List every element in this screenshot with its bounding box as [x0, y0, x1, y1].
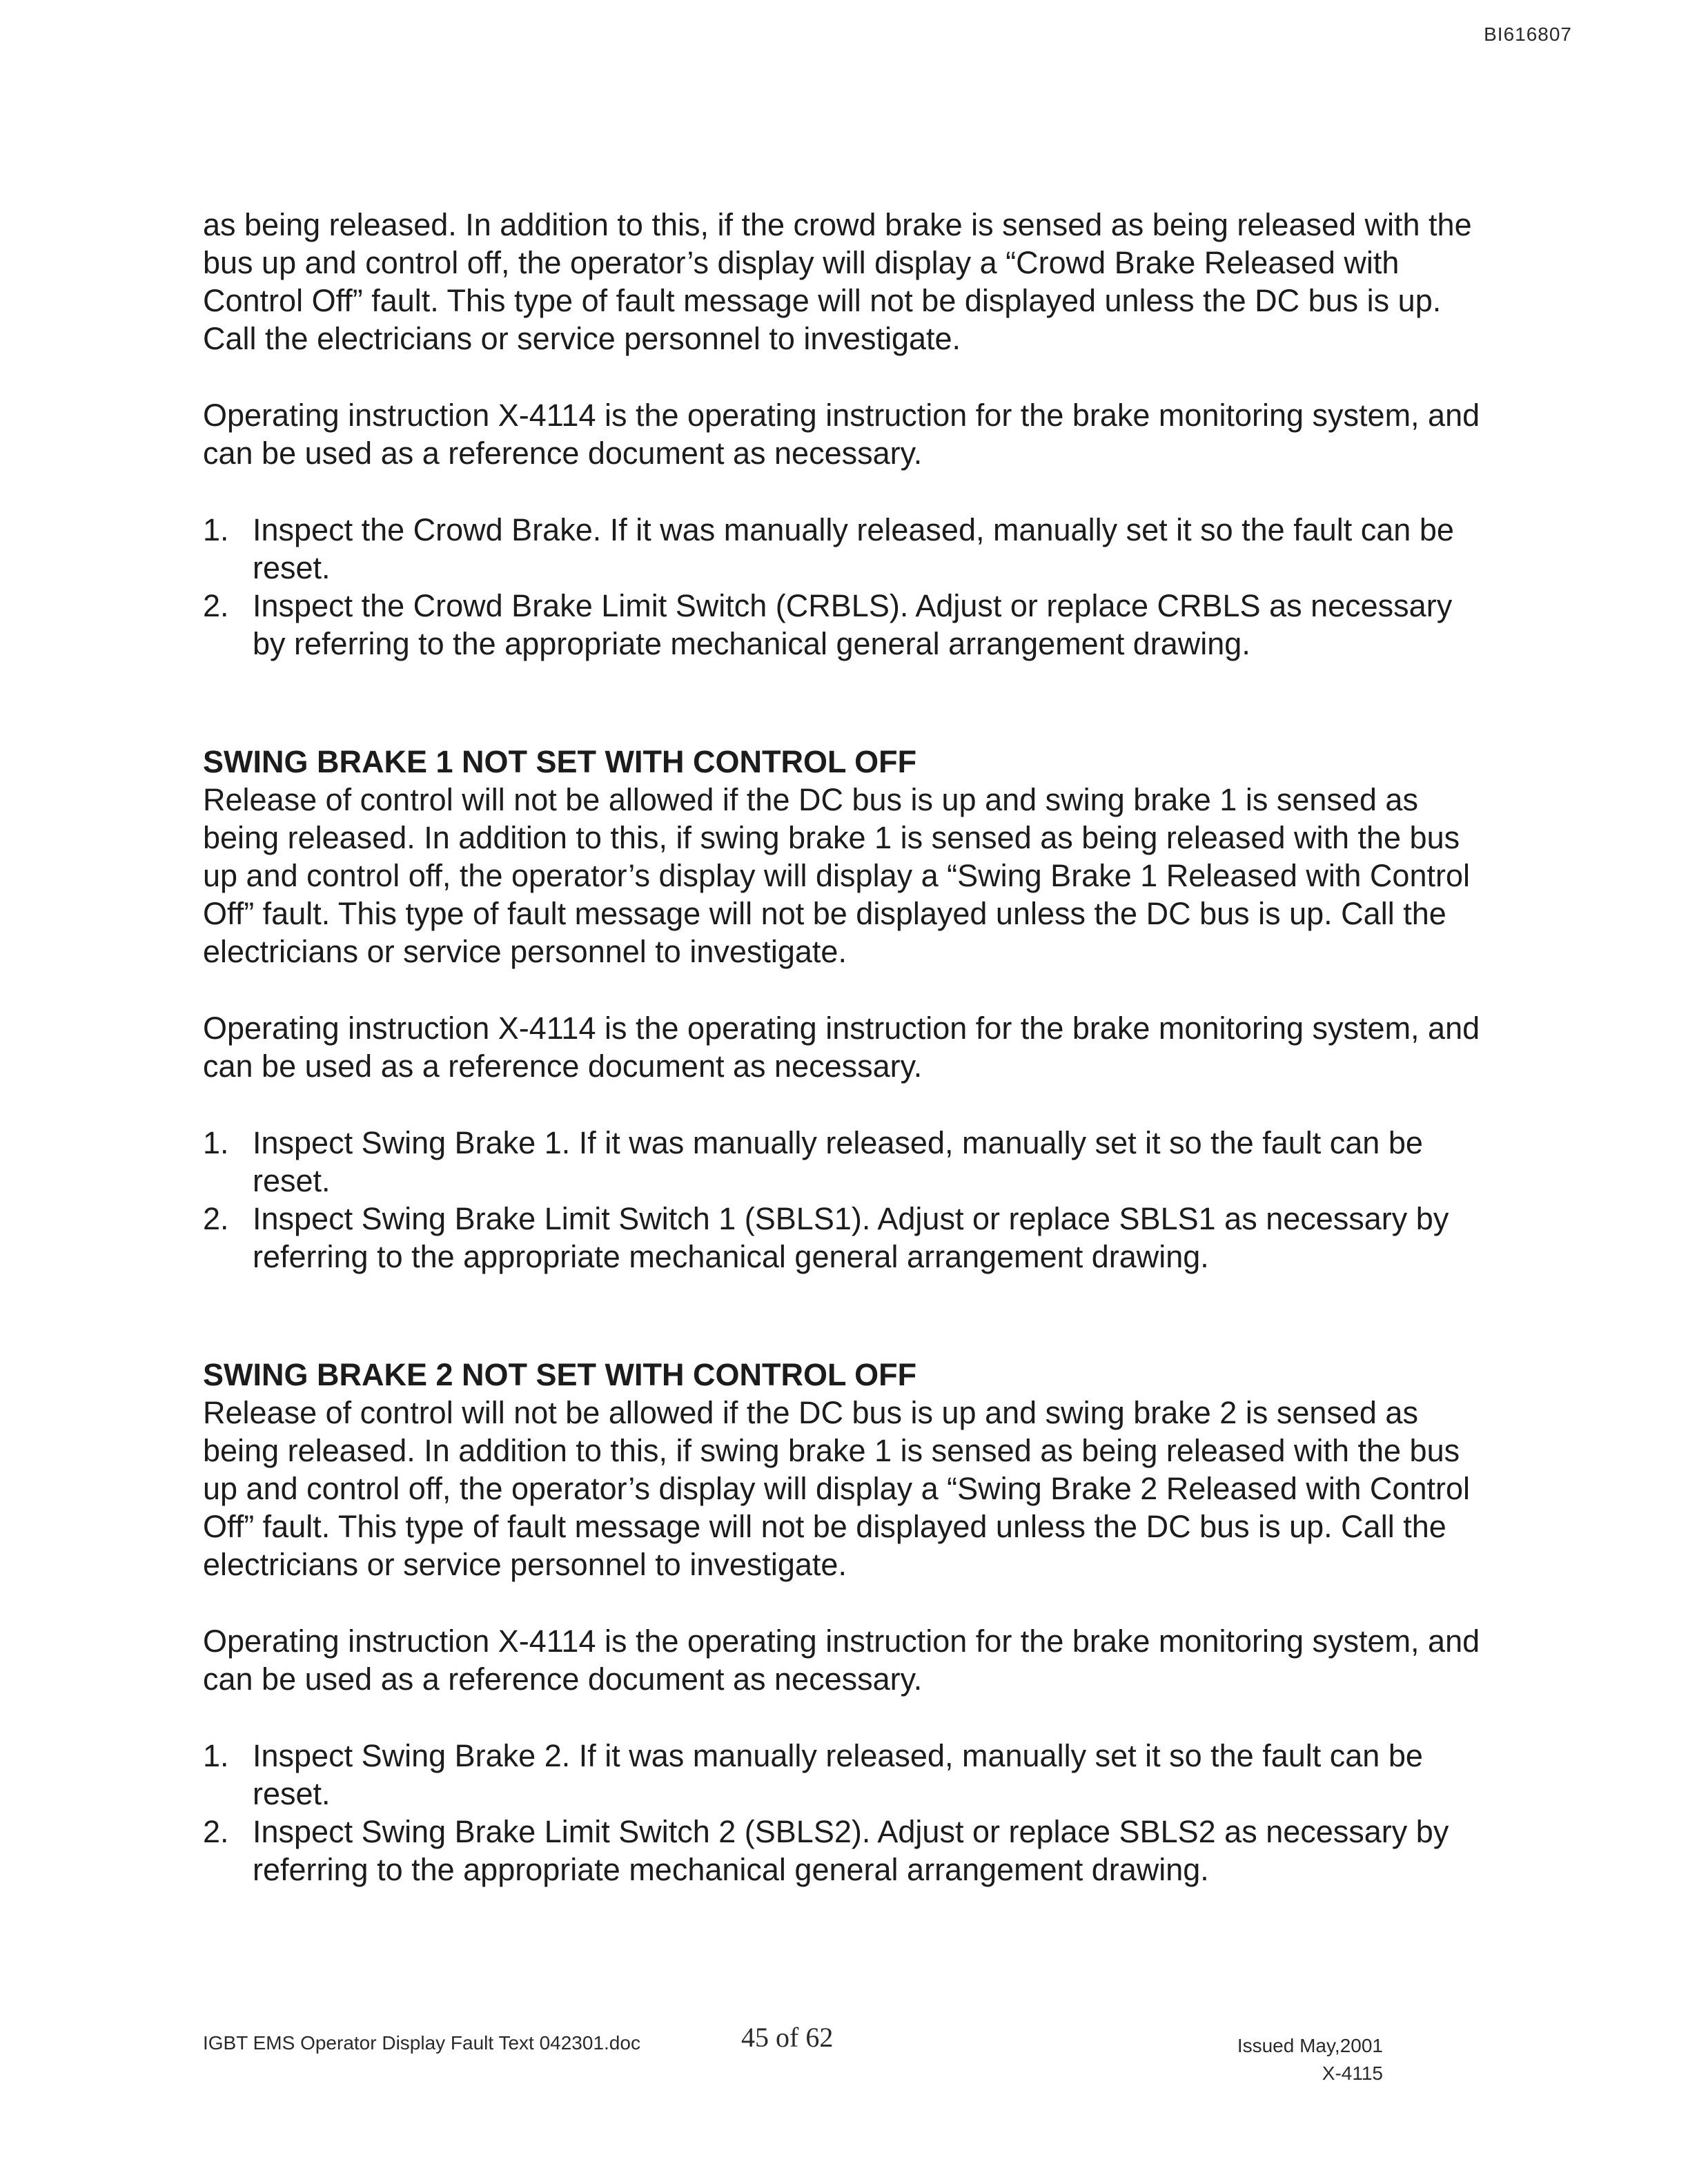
list-number: 1.: [203, 512, 229, 547]
intro-steps-list: [203, 511, 1489, 663]
list-item: [203, 1813, 1489, 1889]
section-steps-list: [203, 1737, 1489, 1889]
intro-reference: Operating instruction X-4114 is the operating instruction for the brake monitoring system, and can be used as a reference document as necessary.: [203, 398, 1480, 471]
list-text: Inspect Swing Brake 2. If it was manually released, manually set it so the fault can be reset.: [253, 1738, 1423, 1811]
list-number: 2.: [203, 588, 229, 623]
list-text: Inspect Swing Brake Limit Switch 1 (SBLS1). Adjust or replace SBLS1 as necessary by referring to the appropriate mechanical general arrangement drawing.: [253, 1201, 1449, 1274]
section-swing-brake-2: [203, 1356, 1489, 1889]
footer-filename: IGBT EMS Operator Display Fault Text 042301.doc: [203, 2032, 640, 2054]
footer-issue-info: [1237, 2032, 1383, 2087]
list-text: Inspect the Crowd Brake. If it was manually released, manually set it so the fault can be reset.: [253, 512, 1454, 585]
list-text: Inspect Swing Brake Limit Switch 2 (SBLS2). Adjust or replace SBLS2 as necessary by referring to the appropriate mechanical general arrangement drawing.: [253, 1814, 1449, 1887]
list-item: [203, 1200, 1489, 1276]
list-number: 1.: [203, 1738, 229, 1773]
section-reference: Operating instruction X-4114 is the operating instruction for the brake monitoring system, and can be used as a reference document as necessary.: [203, 1624, 1480, 1697]
footer-page-number: 45 of 62: [741, 2022, 834, 2053]
list-item: [203, 587, 1489, 663]
list-item: [203, 511, 1489, 587]
list-item: [203, 1737, 1489, 1813]
list-number: 2.: [203, 1201, 229, 1236]
list-item: [203, 1124, 1489, 1200]
section-heading: SWING BRAKE 1 NOT SET WITH CONTROL OFF: [203, 744, 917, 779]
footer-issued-date: Issued May,2001: [1237, 2035, 1383, 2056]
intro-section: [203, 206, 1489, 663]
document-id: BI616807: [1484, 23, 1572, 45]
section-reference: Operating instruction X-4114 is the operating instruction for the brake monitoring system, and can be used as a reference document as necessary.: [203, 1011, 1480, 1084]
page-body: [203, 206, 1489, 1889]
intro-paragraph: as being released. In addition to this, if the crowd brake is sensed as being released with the bus up and control off, the operator’s display will display a “Crowd Brake Released with Control Off” fault. This type of fault message will not be displayed unless the DC bus is up. Call the electricians or service personnel to investigate.: [203, 207, 1472, 356]
section-swing-brake-1: [203, 743, 1489, 1276]
section-paragraph: Release of control will not be allowed if the DC bus is up and swing brake 1 is sensed as being released. In addition to this, if swing brake 1 is sensed as being released with the bus up and control off, the operator’s display will display a “Swing Brake 1 Released with Control Off” fault. This type of fault message will not be displayed unless the DC bus is up. Call the electricians or service personnel to investigate.: [203, 782, 1470, 969]
footer-doc-number: X-4115: [1322, 2063, 1383, 2084]
list-text: Inspect Swing Brake 1. If it was manually released, manually set it so the fault can be reset.: [253, 1125, 1423, 1198]
section-paragraph: Release of control will not be allowed if the DC bus is up and swing brake 2 is sensed as being released. In addition to this, if swing brake 1 is sensed as being released with the bus up and control off, the operator’s display will display a “Swing Brake 2 Released with Control Off” fault. This type of fault message will not be displayed unless the DC bus is up. Call the electricians or service personnel to investigate.: [203, 1395, 1470, 1582]
list-text: Inspect the Crowd Brake Limit Switch (CRBLS). Adjust or replace CRBLS as necessary by referring to the appropriate mechanical general arrangement drawing.: [253, 588, 1453, 661]
list-number: 1.: [203, 1125, 229, 1160]
section-steps-list: [203, 1124, 1489, 1276]
section-heading: SWING BRAKE 2 NOT SET WITH CONTROL OFF: [203, 1357, 917, 1392]
list-number: 2.: [203, 1814, 229, 1849]
